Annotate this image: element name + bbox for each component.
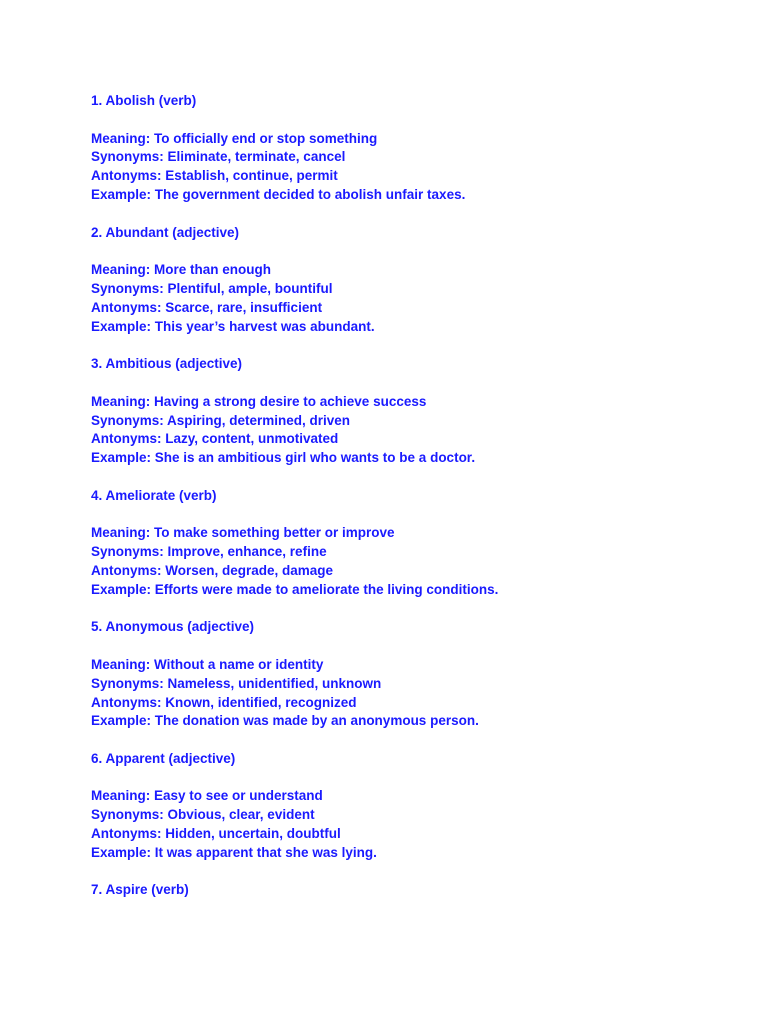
entry-meaning: Meaning: Having a strong desire to achieve success (91, 393, 427, 409)
entry-title: 2. Abundant (adjective) (91, 224, 240, 240)
vocab-entry-aspire (91, 881, 731, 900)
entry-meaning: Meaning: Without a name or identity (91, 656, 324, 672)
vocab-entry-ameliorate (91, 487, 731, 600)
vocabulary-document (91, 92, 731, 900)
entry-example: Example: This year’s harvest was abundant. (91, 318, 375, 334)
entry-antonyms: Antonyms: Known, identified, recognized (91, 694, 357, 710)
entry-example: Example: Efforts were made to ameliorate the living conditions. (91, 581, 499, 597)
entry-meaning: Meaning: To make something better or improve (91, 525, 395, 541)
entry-example: Example: The government decided to abolish unfair taxes. (91, 186, 466, 202)
entry-meaning: Meaning: More than enough (91, 262, 271, 278)
entry-example: Example: She is an ambitious girl who wants to be a doctor. (91, 450, 476, 466)
entry-title: 1. Abolish (verb) (91, 93, 197, 108)
entry-example: Example: The donation was made by an anonymous person. (91, 713, 479, 729)
entry-title: 7. Aspire (verb) (91, 882, 189, 898)
entry-synonyms: Synonyms: Plentiful, ample, bountiful (91, 280, 333, 296)
entry-body (91, 524, 731, 599)
vocab-entry-abolish (91, 92, 731, 205)
entry-body (91, 787, 731, 862)
entry-antonyms: Antonyms: Hidden, uncertain, doubtful (91, 826, 341, 842)
entry-antonyms: Antonyms: Lazy, content, unmotivated (91, 431, 339, 447)
entry-body (91, 393, 731, 468)
vocab-entry-abundant (91, 224, 731, 337)
entry-antonyms: Antonyms: Worsen, degrade, damage (91, 562, 334, 578)
vocab-entry-anonymous (91, 618, 731, 731)
vocab-entry-ambitious (91, 355, 731, 468)
entry-body (91, 656, 731, 731)
entry-title: 3. Ambitious (adjective) (91, 356, 243, 372)
entry-example: Example: It was apparent that she was lying. (91, 844, 377, 860)
entry-antonyms: Antonyms: Establish, continue, permit (91, 168, 338, 184)
entry-title: 6. Apparent (adjective) (91, 750, 236, 766)
entry-synonyms: Synonyms: Nameless, unidentified, unknown (91, 675, 382, 691)
vocab-entry-apparent (91, 750, 731, 863)
entry-antonyms: Antonyms: Scarce, rare, insufficient (91, 299, 323, 315)
entry-body (91, 130, 731, 205)
entry-synonyms: Synonyms: Aspiring, determined, driven (91, 412, 351, 428)
entry-meaning: Meaning: Easy to see or understand (91, 788, 323, 804)
entry-synonyms: Synonyms: Obvious, clear, evident (91, 807, 315, 823)
entry-synonyms: Synonyms: Improve, enhance, refine (91, 544, 327, 560)
entry-title: 5. Anonymous (adjective) (91, 619, 255, 635)
entry-body (91, 261, 731, 336)
entry-title: 4. Ameliorate (verb) (91, 487, 217, 503)
entry-synonyms: Synonyms: Eliminate, terminate, cancel (91, 149, 346, 165)
entry-meaning: Meaning: To officially end or stop something (91, 130, 378, 146)
